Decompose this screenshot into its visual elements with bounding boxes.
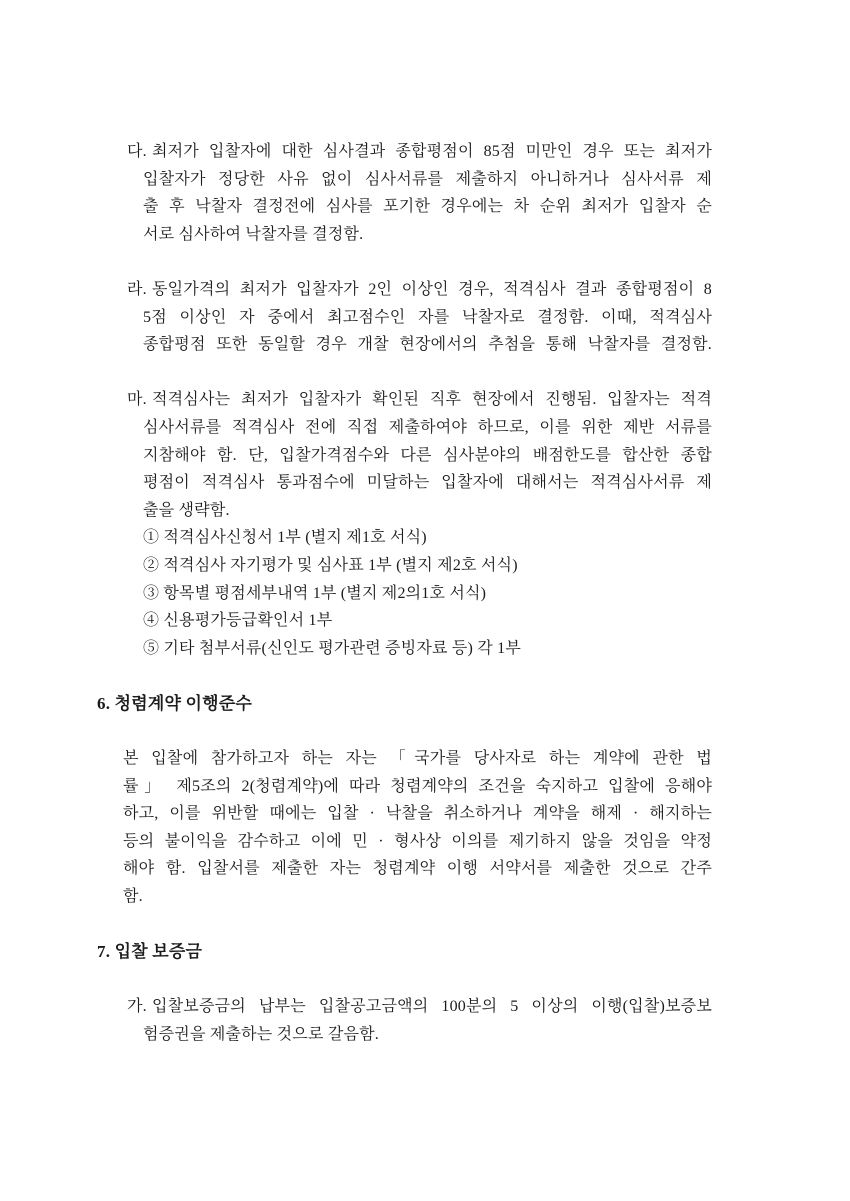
text-line: 출을 생략함. xyxy=(143,501,230,519)
list-item-marker: 라. xyxy=(127,280,147,298)
text-line: 5점 이상인 자 중에서 최고점수인 자를 낙찰자로 결정함. 이때, 적격심사 xyxy=(143,308,712,326)
text-line: 지참해야 함. 단, 입찰가격점수와 다른 심사분야의 배점한도를 합산한 종합 xyxy=(143,446,712,464)
text-line xyxy=(127,138,712,166)
text-line: 등의 불이익을 감수하고 이에 민 · 형사상 이의를 제기하지 않을 것임을 약정 xyxy=(123,832,712,850)
list-item xyxy=(127,386,712,524)
line-text: 적격심사는 최저가 입찰자가 확인된 직후 현장에서 진행됨. 입찰자는 적격 xyxy=(152,391,712,409)
text-line: 함. xyxy=(123,888,143,906)
text-line xyxy=(127,993,712,1021)
text-line: 률」 제5조의 2(청렴계약)에 따라 청렴계약의 조건을 숙지하고 입찰에 응해야 xyxy=(123,777,712,795)
list-item xyxy=(127,993,712,1048)
numbered-list xyxy=(143,524,712,662)
text-line: 심사서류를 적격심사 전에 직접 제출하여야 하므로, 이를 위한 제반 서류를 xyxy=(143,418,712,436)
text-line: 출 후 낙찰자 결정전에 심사를 포기한 경우에는 차 순위 최저가 입찰자 순 xyxy=(143,198,712,216)
numbered-item: ① 적격심사신청서 1부 (별지 제1호 서식) xyxy=(143,529,427,547)
text-line: 평점이 적격심사 통과점수에 미달하는 입찰자에 대해서는 적격심사서류 제 xyxy=(143,474,712,492)
text-line: 하고, 이를 위반할 때에는 입찰 · 낙찰을 취소하거나 계약을 해제 · 해지하는 xyxy=(123,805,712,823)
text-line: 해야 함. 입찰서를 제출한 자는 청렴계약 이행 서약서를 제출한 것으로 간주 xyxy=(123,860,712,878)
section-heading: 6. 청렴계약 이행준수 xyxy=(97,693,253,713)
text-line: 종합평점 또한 동일할 경우 개찰 현장에서의 추첨을 통해 낙찰자를 결정함. xyxy=(143,336,712,354)
text-line: 서로 심사하여 낙찰자를 결정함. xyxy=(143,225,364,243)
text-line xyxy=(127,386,712,414)
section-heading: 7. 입찰 보증금 xyxy=(97,942,203,962)
line-text: 최저가 입찰자에 대한 심사결과 종합평점이 85점 미만인 경우 또는 최저가 xyxy=(152,143,712,160)
list-item-marker: 마. xyxy=(127,391,147,409)
paragraph xyxy=(123,745,712,911)
list-item-marker: 다. xyxy=(127,143,147,160)
list-item xyxy=(127,138,712,248)
numbered-item: ⑤ 기타 첨부서류(신인도 평가관련 증빙자료 등) 각 1부 xyxy=(143,639,521,657)
numbered-item: ③ 항목별 평점세부내역 1부 (별지 제2의1호 서식) xyxy=(143,584,487,602)
list-item xyxy=(127,276,712,359)
text-line xyxy=(127,276,712,304)
numbered-item: ④ 신용평가등급확인서 1부 xyxy=(143,612,333,630)
line-text: 동일가격의 최저가 입찰자가 2인 이상인 경우, 적격심사 결과 종합평점이 8 xyxy=(152,280,712,298)
text-line: 본 입찰에 참가하고자 하는 자는 「국가를 당사자로 하는 계약에 관한 법 xyxy=(123,750,712,768)
text-line: 입찰자가 정당한 사유 없이 심사서류를 제출하지 아니하거나 심사서류 제 xyxy=(143,170,712,188)
text-line: 험증권을 제출하는 것으로 갈음함. xyxy=(143,1026,379,1043)
numbered-item: ② 적격심사 자기평가 및 심사표 1부 (별지 제2호 서식) xyxy=(143,556,518,574)
page-content xyxy=(97,0,712,1049)
line-text: 입찰보증금의 납부는 입찰공고금액의 100분의 5 이상의 이행(입찰)보증보 xyxy=(152,998,712,1016)
list-item-marker: 가. xyxy=(127,998,147,1016)
